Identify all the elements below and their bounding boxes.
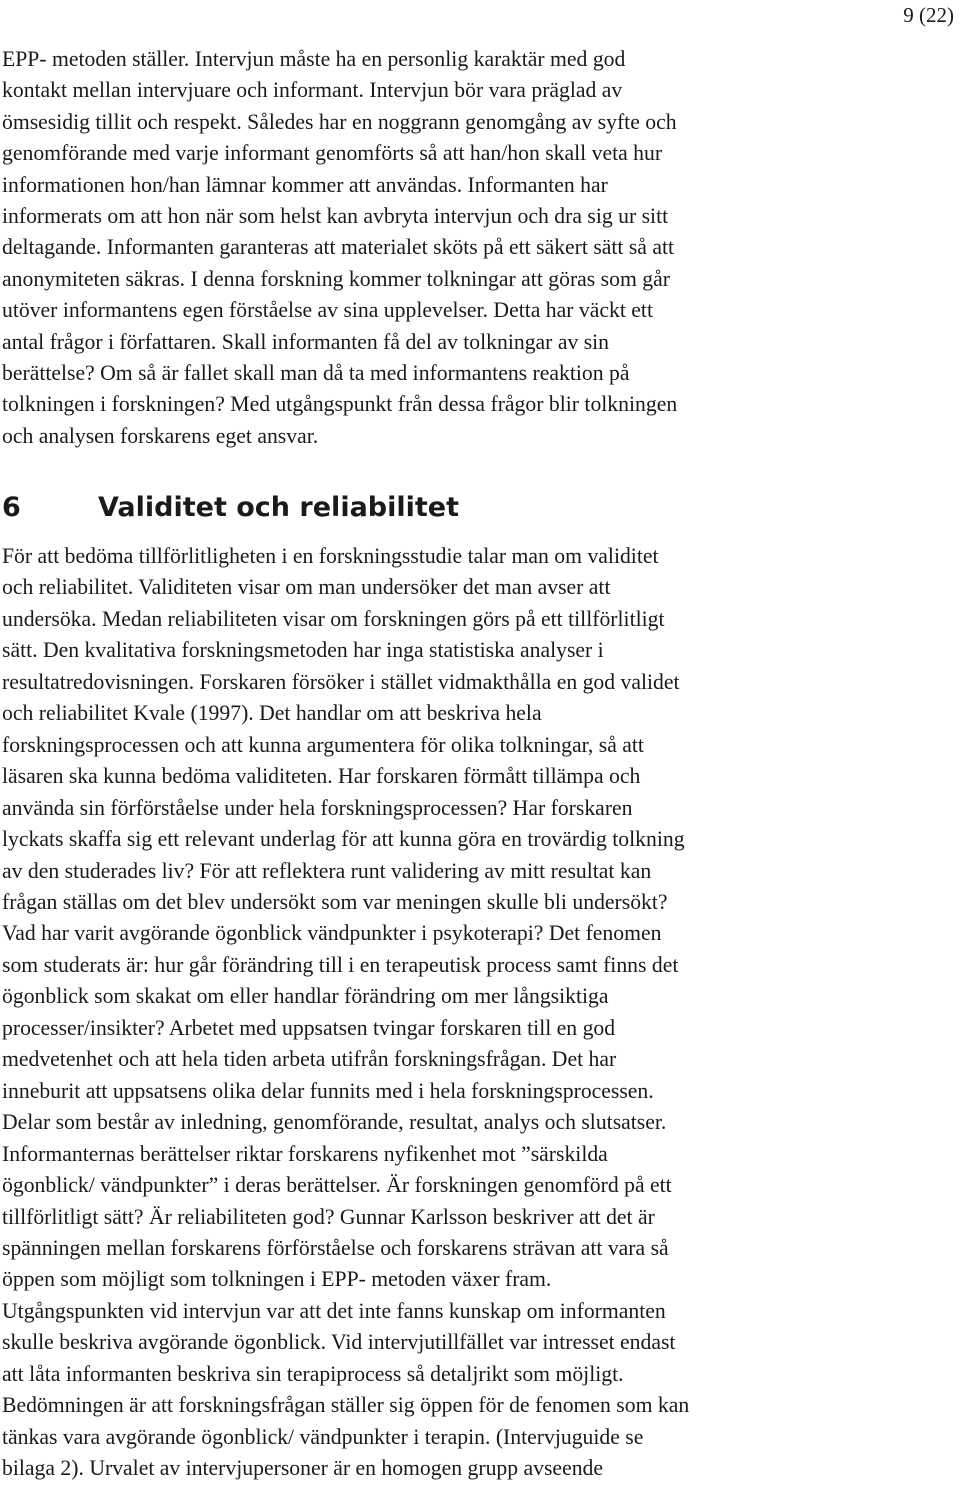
text-line: och reliabilitet Kvale (1997). Det handlar om att beskriva hela (2, 701, 542, 726)
text-line: Informanternas berättelser riktar forskarens nyfikenhet mot ”särskilda (2, 1141, 608, 1166)
paragraph-validity (2, 541, 882, 1485)
text-line: medvetenhet och att hela tiden arbeta utifrån forskningsfrågan. Det har (2, 1047, 617, 1072)
text-line: ögonblick som skakat om eller handlar förändring om mer långsiktiga (2, 984, 609, 1009)
section-heading (2, 488, 459, 528)
text-line: tolkningen i forskningen? Med utgångspunkt från dessa frågor blir tolkningen (2, 392, 678, 417)
text-line: processer/insikter? Arbetet med uppsatsen tvingar forskaren till en god (2, 1015, 616, 1040)
text-line: spänningen mellan forskarens förförståelse och forskarens strävan att vara så (2, 1235, 669, 1260)
text-line: undersöka. Medan reliabiliteten visar om forskningen görs på ett tillförlitligt (2, 606, 665, 631)
text-line: Delar som består av inledning, genomförande, resultat, analys och slutsatser. (2, 1110, 667, 1135)
text-line: berättelse? Om så är fallet skall man då ta med informantens reaktion på (2, 361, 630, 386)
text-line: av den studerades liv? För att reflektera runt validering av mitt resultat kan (2, 858, 652, 883)
text-line: Bedömningen är att forskningsfrågan ställer sig öppen för de fenomen som kan (2, 1393, 690, 1418)
text-line: antal frågor i författaren. Skall informanten få del av tolkningar av sin (2, 329, 610, 354)
text-line: ömsesidig tillit och respekt. Således har en noggrann genomgång av syfte och (2, 109, 677, 134)
text-line: För att bedöma tillförlitligheten i en forskningsstudie talar man om validitet (2, 544, 659, 568)
text-line: och reliabilitet. Validiteten visar om man undersöker det man avser att (2, 575, 611, 600)
paragraph-ethics (2, 44, 882, 452)
text-line: lyckats skaffa sig ett relevant underlag för att kunna göra en trovärdig tolkning (2, 827, 685, 852)
text-line: ögonblick/ vändpunkter” i deras berättelser. Är forskningen genomförd på ett (2, 1173, 672, 1198)
text-line: att låta informanten beskriva sin terapiprocess så detaljrikt som möjligt. (2, 1361, 624, 1386)
text-line: läsaren ska kunna bedöma validiteten. Har forskaren förmått tillämpa och (2, 764, 641, 789)
text-line: Vad har varit avgörande ögonblick vändpunkter i psykoterapi? Det fenomen (2, 921, 662, 946)
text-line: informerats om att hon när som helst kan avbryta intervjun och dra sig ur sitt (2, 204, 669, 229)
text-line: använda sin förförståelse under hela forskningsprocessen? Har forskaren (2, 795, 633, 820)
text-line: och analysen forskarens eget ansvar. (2, 423, 319, 448)
text-line: frågan ställas om det blev undersökt som var meningen skulle bli undersökt? (2, 889, 668, 914)
text-line: öppen som möjligt som tolkningen i EPP- metoden växer fram. (2, 1267, 552, 1292)
text-line: resultatredovisningen. Forskaren försöker i stället vidmakthålla en god validet (2, 669, 680, 694)
section-title: Validitet och reliabilitet (98, 492, 460, 523)
text-line: informationen hon/han lämnar kommer att användas. Informanten har (2, 172, 608, 197)
text-line: genomförande med varje informant genomförts så att han/hon skall veta hur (2, 141, 663, 166)
text-line: skulle beskriva avgörande ögonblick. Vid intervjutillfället var intresset endast (2, 1330, 676, 1355)
page-number: 9 (22) (903, 3, 954, 27)
text-line: kontakt mellan intervjuare och informant. Intervjun bör vara präglad av (2, 78, 623, 103)
text-line: Utgångspunkten vid intervjun var att det inte fanns kunskap om informanten (2, 1298, 666, 1323)
text-line: forskningsprocessen och att kunna argumentera för olika tolkningar, så att (2, 732, 644, 757)
text-line: bilaga 2). Urvalet av intervjupersoner är en homogen grupp avseende (2, 1456, 604, 1481)
text-line: som studerats är: hur går förändring till i en terapeutisk process samt finns det (2, 952, 679, 977)
text-line: deltagande. Informanten garanteras att materialet sköts på ett säkert sätt så att (2, 235, 675, 260)
text-line: tänkas vara avgörande ögonblick/ vändpunkter i terapin. (Intervjuguide se (2, 1424, 644, 1449)
text-line: EPP- metoden ställer. Intervjun måste ha en personlig karaktär med god (2, 47, 626, 71)
text-line: sätt. Den kvalitativa forskningsmetoden har inga statistiska analyser i (2, 638, 604, 663)
text-line: inneburit att uppsatsens olika delar funnits med i hela forskningsprocessen. (2, 1078, 654, 1103)
text-line: utöver informantens egen förståelse av sina upplevelser. Detta har väckt ett (2, 298, 653, 323)
text-line: tillförlitligt sätt? Är reliabiliteten god? Gunnar Karlsson beskriver att det är (2, 1204, 655, 1229)
text-line: anonymiteten säkras. I denna forskning kommer tolkningar att göras som går (2, 266, 670, 291)
section-number: 6 (2, 492, 21, 523)
